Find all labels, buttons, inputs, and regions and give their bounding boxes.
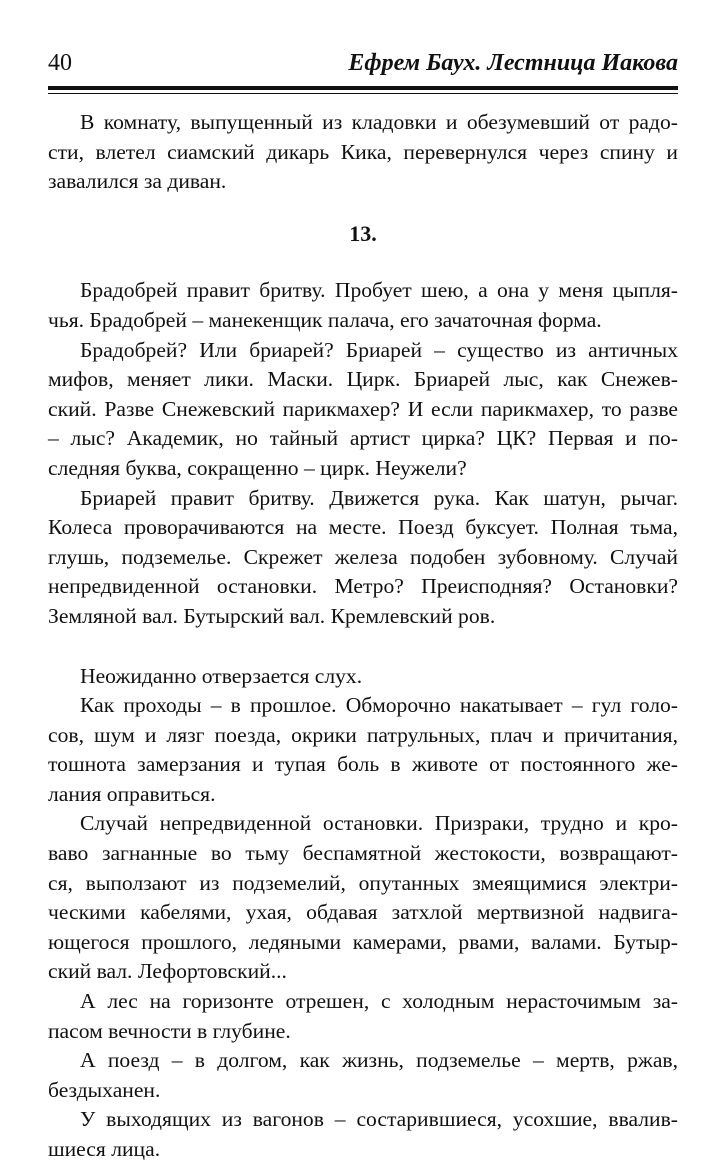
text-line: сов, шум и лязг поезда, окрики патрульных, плач и причитания, [48,722,678,747]
text-line: шиеся лица. [48,1137,161,1161]
chapter-heading: 13. [349,220,377,246]
paragraph [48,987,678,1046]
running-title: Ефрем Баух. Лестница Иакова [348,50,678,76]
text-line: А лес на горизонте отрешен, с холодным нерасточимым за- [80,989,678,1014]
text-line: Случай непредвиденной остановки. Призраки, трудно и кро- [80,811,678,836]
paragraph [48,1046,678,1105]
text-line: Колеса проворачиваются на месте. Поезд буксует. Полная тьма, [48,515,678,540]
spacer [48,632,678,662]
text-line: бездыханен. [48,1077,161,1102]
text-line: ющегося прошлого, ледяными камерами, рвами, валами. Бутыр- [48,929,678,954]
intro-paragraph [48,108,678,197]
text-line: глушь, подземелье. Скрежет железа подобен зубовному. Случай [48,544,678,569]
text-line: А поезд – в долгом, как жизнь, подземелье – мертв, ржав, [80,1048,678,1073]
text-line: мифов, меняет лики. Маски. Цирк. Бриарей лыс, как Снежев- [48,367,678,392]
text-line: ский. Разве Снежевский парикмахер? И если парикмахер, то разве [48,396,678,421]
spacer [48,197,678,219]
header-rule-thin [48,93,678,94]
spacer [48,248,678,276]
body-text [48,108,678,1165]
paragraph [48,691,678,809]
text-line: следняя буква, сокращенно – цирк. Неужели? [48,455,467,480]
text-line: чья. Брадобрей – манекенщик палача, его зачаточная форма. [48,307,602,332]
page-number: 40 [48,50,72,76]
text-line: ский вал. Лефортовский... [48,959,287,984]
text-line: ся, выползают из подземелий, опутанных змеящимися электри- [48,870,678,895]
text-line: Неожиданно отверзается слух. [80,663,363,688]
header-rule-thick [48,86,678,90]
text-line: пасом вечности в глубине. [48,1018,291,1043]
page-header [48,44,678,82]
text-line: Брадобрей? Или бриарей? Бриарей – существо из античных [80,337,678,362]
text-line: Бриарей правит бритву. Движется рука. Как шатун, рычаг. [80,485,678,510]
text-line: – лыс? Академик, но тайный артист цирка? ЦК? Первая и по- [48,426,678,451]
text-line: ваво загнанные во тьму беспамятной жестокости, возвращают- [48,841,678,866]
text-line: завалился за диван. [48,169,227,194]
text-line: непредвиденной остановки. Метро? Преисподняя? Остановки? [48,574,678,599]
paragraph [48,1105,678,1164]
text-line: Как проходы – в прошлое. Обморочно накатывает – гул голо- [80,693,678,718]
paragraph [48,484,678,632]
paragraph [48,336,678,484]
text-line: сти, влетел сиамский дикарь Кика, перевернулся через спину и [48,139,678,164]
paragraph [48,809,678,987]
paragraph [48,662,678,692]
text-line: тошнота замерзания и тупая боль в животе от постоянного же- [48,752,678,777]
text-line: Земляной вал. Бутырский вал. Кремлевский ров. [48,603,496,628]
text-line: Брадобрей правит бритву. Пробует шею, а она у меня цыпля- [80,278,678,303]
book-page [48,0,678,1161]
text-line: лания оправиться. [48,781,216,806]
paragraph [48,276,678,335]
text-line: У выходящих из вагонов – состарившиеся, усохшие, ввалив- [80,1107,678,1132]
text-line: ческими кабелями, ухая, обдавая затхлой мертвизной надвига- [48,900,678,925]
text-line: В комнату, выпущенный из кладовки и обезумевший от радо- [80,110,678,134]
